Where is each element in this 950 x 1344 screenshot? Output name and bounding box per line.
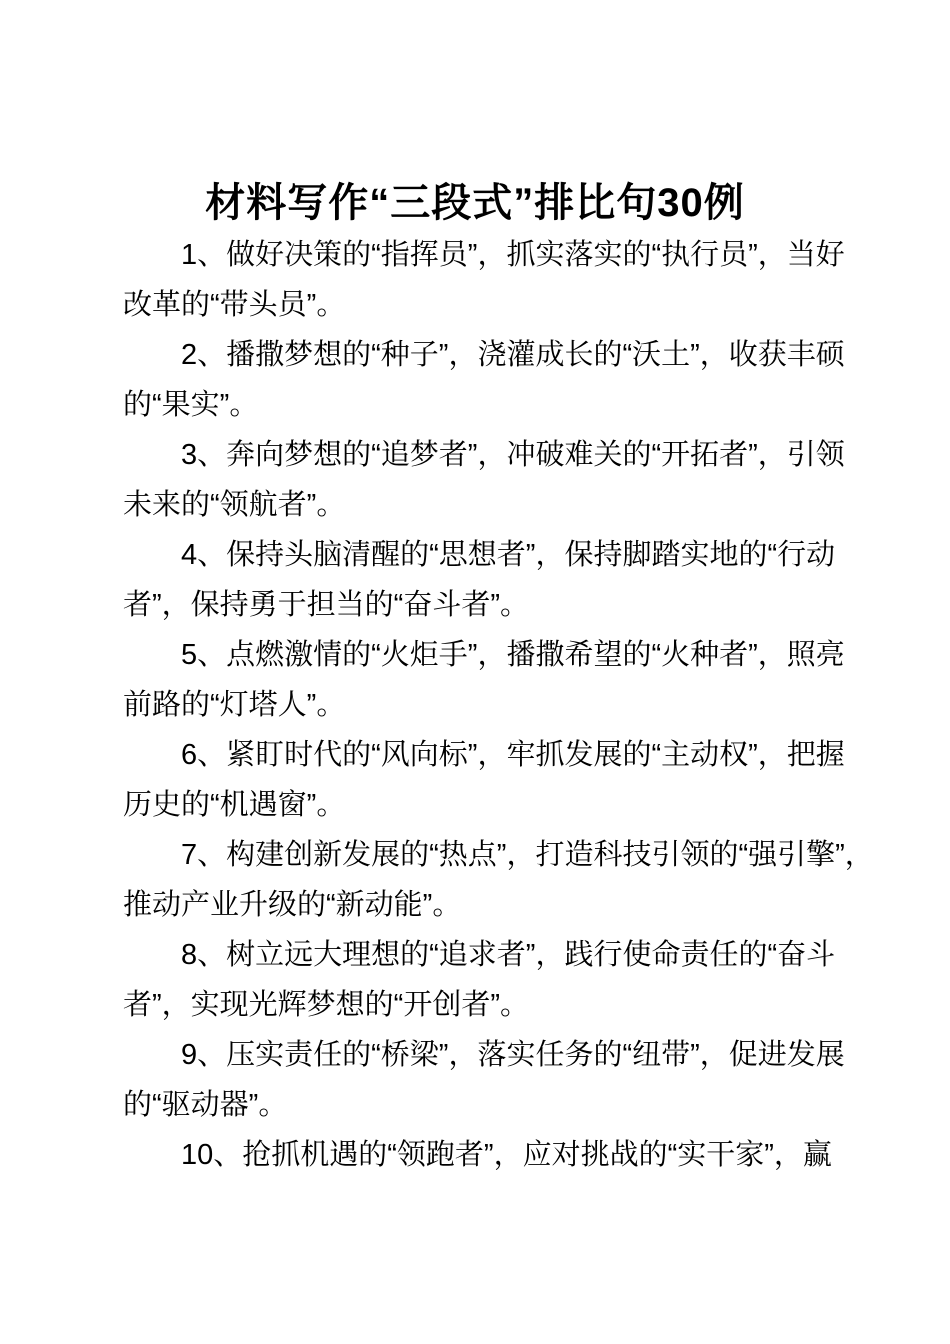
text-line: 3、奔向梦想的“追梦者”，冲破难关的“开拓者”，引领 bbox=[181, 439, 845, 471]
text-line: 未来的“领航者”。 bbox=[123, 489, 346, 521]
text-line: 前路的“灯塔人”。 bbox=[123, 689, 346, 721]
paragraph bbox=[123, 230, 900, 330]
paragraph bbox=[123, 830, 900, 930]
document-title: 材料写作“三段式”排比句30例 bbox=[205, 181, 745, 225]
text-line: 9、压实责任的“桥梁”，落实任务的“纽带”，促进发展 bbox=[181, 1039, 845, 1071]
text-line: 7、构建创新发展的“热点”，打造科技引领的“强引擎”， bbox=[181, 839, 874, 871]
text-line: 5、点燃激情的“火炬手”，播撒希望的“火种者”，照亮 bbox=[181, 639, 845, 671]
paragraph bbox=[123, 730, 900, 830]
text-line: 者”，实现光辉梦想的“开创者”。 bbox=[123, 989, 529, 1021]
text-line: 者”，保持勇于担当的“奋斗者”。 bbox=[123, 589, 529, 621]
text-line: 改革的“带头员”。 bbox=[123, 289, 346, 321]
paragraph bbox=[123, 630, 900, 730]
paragraph bbox=[123, 1030, 900, 1130]
document-body bbox=[0, 230, 950, 1180]
text-line: 的“驱动器”。 bbox=[123, 1089, 288, 1121]
text-line: 4、保持头脑清醒的“思想者”，保持脚踏实地的“行动 bbox=[181, 539, 836, 571]
text-line: 6、紧盯时代的“风向标”，牢抓发展的“主动权”，把握 bbox=[181, 739, 845, 771]
paragraph bbox=[123, 930, 900, 1030]
paragraph bbox=[123, 530, 900, 630]
text-line: 2、播撒梦想的“种子”，浇灌成长的“沃土”，收获丰硕 bbox=[181, 339, 845, 371]
text-line: 历史的“机遇窗”。 bbox=[123, 789, 346, 821]
text-line: 8、树立远大理想的“追求者”，践行使命责任的“奋斗 bbox=[181, 939, 836, 971]
text-line: 10、抢抓机遇的“领跑者”，应对挑战的“实干家”，赢 bbox=[181, 1139, 832, 1171]
paragraph bbox=[123, 430, 900, 530]
paragraph bbox=[123, 1130, 900, 1180]
paragraph bbox=[123, 330, 900, 430]
text-line: 1、做好决策的“指挥员”，抓实落实的“执行员”，当好 bbox=[181, 239, 845, 271]
text-line: 的“果实”。 bbox=[123, 389, 259, 421]
text-line: 推动产业升级的“新动能”。 bbox=[123, 889, 462, 921]
